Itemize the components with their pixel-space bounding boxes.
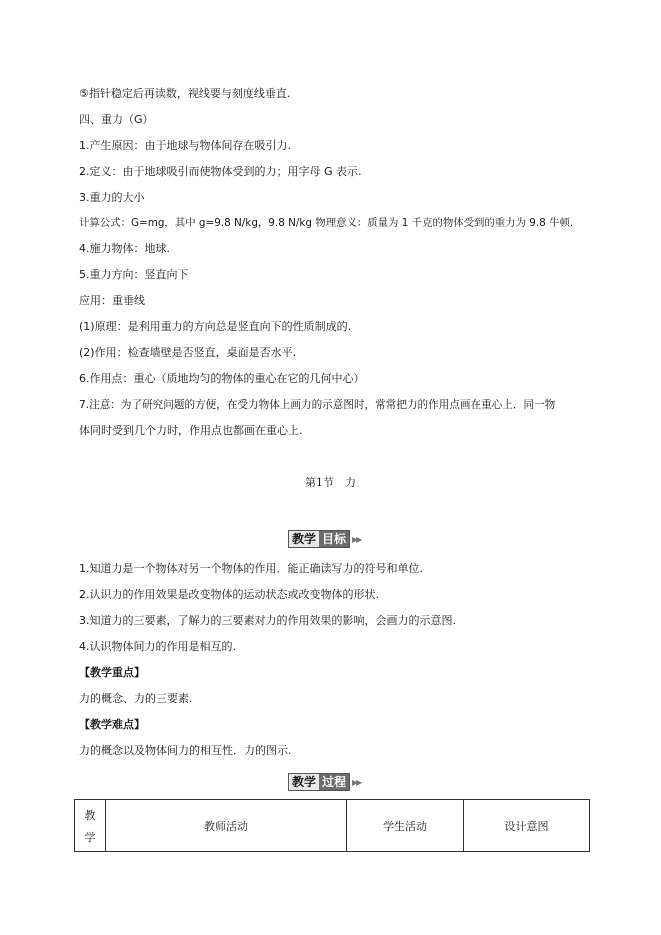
banner-label-part1: 教学 — [289, 531, 319, 547]
banner-label-part1: 教学 — [289, 774, 319, 790]
text-line: 3.重力的大小 — [79, 191, 145, 204]
text-line: 计算公式：G=mg，其中 g=9.8 N/kg，9.8 N/kg 物理意义：质量为 1 千克的物体受到的重力为 9.8 牛顿. — [79, 217, 574, 229]
teaching-goals-banner — [288, 530, 360, 548]
text-line: 4.施力物体：地球. — [79, 242, 170, 255]
goal-item: 1.知道力是一个物体对另一个物体的作用．能正确读写力的符号和单位. — [79, 562, 423, 575]
banner-label-part2: 目标 — [319, 531, 349, 547]
header-cell-text: 学 — [84, 830, 96, 844]
teaching-process-table — [74, 799, 590, 852]
header-cell-text: 教 — [84, 808, 96, 822]
text-line: (2)作用：检查墙壁是否竖直，桌面是否水平. — [79, 346, 297, 359]
text-line: 7.注意：为了研究问题的方便，在受力物体上画力的示意图时，常常把力的作用点画在重心上．同一物 — [79, 399, 556, 411]
banner-arrow-icon: ▶▶ — [352, 534, 361, 544]
header-cell-student-activity: 学生活动 — [347, 800, 464, 852]
text-line: 5.重力方向：竖直向下 — [79, 268, 189, 281]
difficulties-label: 【教学难点】 — [79, 718, 145, 731]
goal-item: 3.知道力的三要素，了解力的三要素对力的作用效果的影响，会画力的示意图. — [79, 614, 456, 627]
text-line: 2.定义：由于地球吸引而使物体受到的力；用字母 G 表示. — [79, 165, 362, 178]
section-heading-gravity: 四、重力（G） — [79, 113, 154, 126]
header-cell-design-intent: 设计意图 — [464, 800, 590, 852]
key-points-text: 力的概念、力的三要素. — [79, 692, 193, 705]
text-line: ⑤指针稳定后再读数，视线要与刻度线垂直. — [79, 87, 291, 100]
header-cell-teacher-activity: 教师活动 — [106, 800, 347, 852]
teaching-process-banner — [288, 773, 360, 791]
difficulties-text: 力的概念以及物体间力的相互性．力的图示. — [79, 744, 292, 757]
text-line: 应用：重垂线 — [79, 294, 145, 307]
goal-item: 4.认识物体间力的作用是相互的. — [79, 640, 236, 653]
banner-arrow-icon: ▶▶ — [352, 777, 361, 787]
text-line: (1)原理：是利用重力的方向总是竖直向下的性质制成的. — [79, 320, 352, 333]
header-cell-teaching — [75, 800, 106, 852]
text-line: 6.作用点：重心（质地均匀的物体的重心在它的几何中心） — [79, 372, 365, 385]
goal-item: 2.认识力的作用效果是改变物体的运动状态或改变物体的形状. — [79, 588, 379, 601]
text-line: 体同时受到几个力时，作用点也都画在重心上. — [79, 424, 303, 437]
key-points-label: 【教学重点】 — [79, 666, 145, 679]
section-title: 第1节 力 — [305, 476, 356, 489]
banner-label-part2: 过程 — [319, 774, 349, 790]
table-header-row — [75, 800, 590, 852]
text-line: 1.产生原因：由于地球与物体间存在吸引力. — [79, 139, 291, 152]
